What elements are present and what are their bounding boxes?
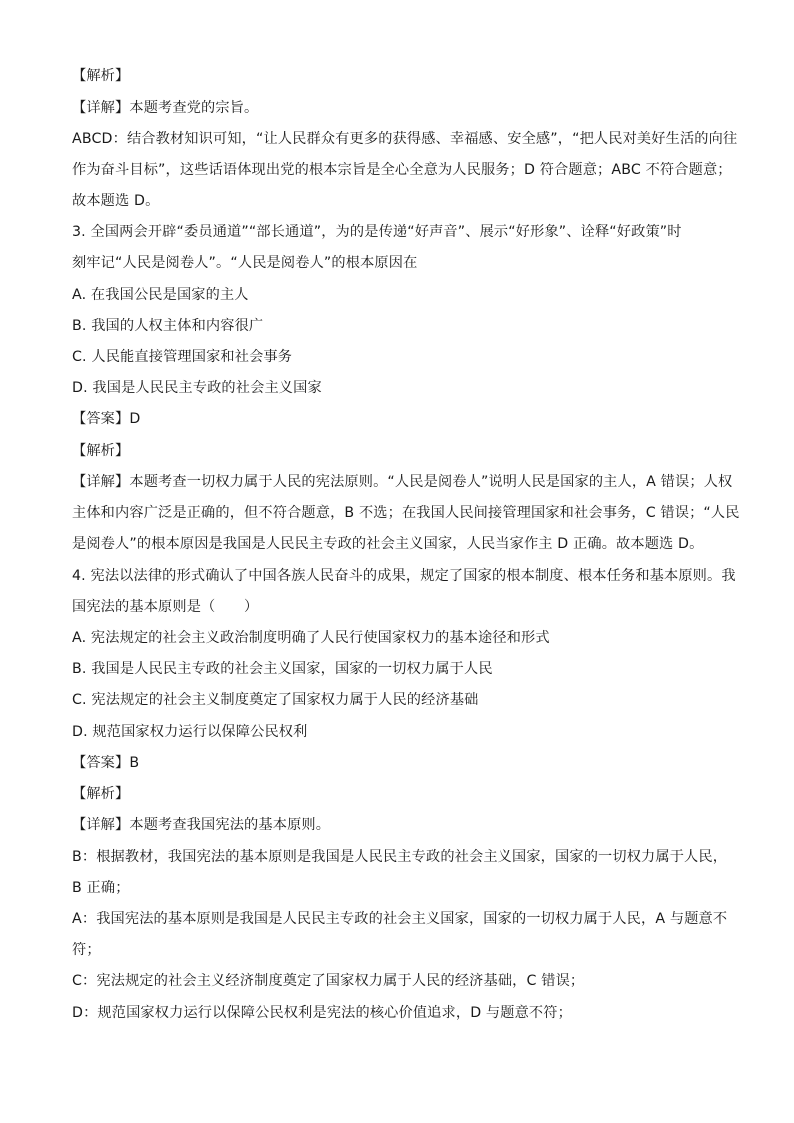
analysis-label: 【解析】 [72,68,130,84]
question-4-option-b: B. 我国是人民民主专政的社会主义国家，国家的一切权力属于人民 [72,661,493,677]
detail-line: 【详解】本题考查党的宗旨。 [72,100,259,116]
explanation-line: A：我国宪法的基本原则是我国是人民民主专政的社会主义国家，国家的一切权力属于人民，A 与题意不 [72,911,728,927]
question-3-stem: 刻牢记“人民是阅卷人”。“人民是阅卷人”的根本原因在 [72,255,418,271]
explanation-line: 符； [72,942,101,958]
detail-line: 主体和内容广泛是正确的，但不符合题意，B 不选；在我国人民间接管理国家和社会事务，C 错误；“人民 [72,505,740,521]
explanation-line: B 正确； [72,880,130,896]
detail-line: 【详解】本题考查一切权力属于人民的宪法原则。“人民是阅卷人”说明人民是国家的主人，A 错误；人权 [72,474,733,490]
answer-label: 【答案】D [72,411,141,427]
question-3-option-c: C. 人民能直接管理国家和社会事务 [72,349,293,365]
answer-label: 【答案】B [72,755,140,771]
explanation-line: C：宪法规定的社会主义经济制度奠定了国家权力属于人民的经济基础，C 错误； [72,973,585,989]
explanation-line: D：规范国家权力运行以保障公民权利是宪法的核心价值追求，D 与题意不符； [72,1005,572,1021]
explanation-line: ABCD：结合教材知识可知，“让人民群众有更多的获得感、幸福感、安全感”，“把人民对美好生活的向往 [72,131,738,147]
question-3-stem: 3. 全国两会开辟“委员通道”“部长通道”，为的是传递“好声音”、展示“好形象”、诠释“好政策”时 [72,224,682,240]
question-4-stem: 4. 宪法以法律的形式确认了中国各族人民奋斗的成果，规定了国家的根本制度、根本任务和基本原则。我 [72,568,736,584]
explanation-line: 故本题选 D。 [72,193,160,209]
analysis-label: 【解析】 [72,786,130,802]
question-3-option-d: D. 我国是人民民主专政的社会主义国家 [72,380,322,396]
explanation-line: B：根据教材，我国宪法的基本原则是我国是人民民主专政的社会主义国家，国家的一切权力属于人民， [72,849,728,865]
question-3-option-b: B. 我国的人权主体和内容很广 [72,318,264,334]
question-4-option-a: A. 宪法规定的社会主义政治制度明确了人民行使国家权力的基本途径和形式 [72,630,550,646]
question-3-option-a: A. 在我国公民是国家的主人 [72,287,249,303]
analysis-label: 【解析】 [72,443,130,459]
question-4-stem: 国宪法的基本原则是（ ） [72,599,259,615]
question-4-option-c: C. 宪法规定的社会主义制度奠定了国家权力属于人民的经济基础 [72,692,479,708]
detail-line: 【详解】本题考查我国宪法的基本原则。 [72,817,331,833]
explanation-line: 作为奋斗目标”，这些话语体现出党的根本宗旨是全心全意为人民服务；D 符合题意；ABC 不符合题意； [72,162,732,178]
question-4-option-d: D. 规范国家权力运行以保障公民权利 [72,724,308,740]
detail-line: 是阅卷人”的根本原因是我国是人民民主专政的社会主义国家，人民当家作主 D 正确。故本题选 D。 [72,536,704,552]
